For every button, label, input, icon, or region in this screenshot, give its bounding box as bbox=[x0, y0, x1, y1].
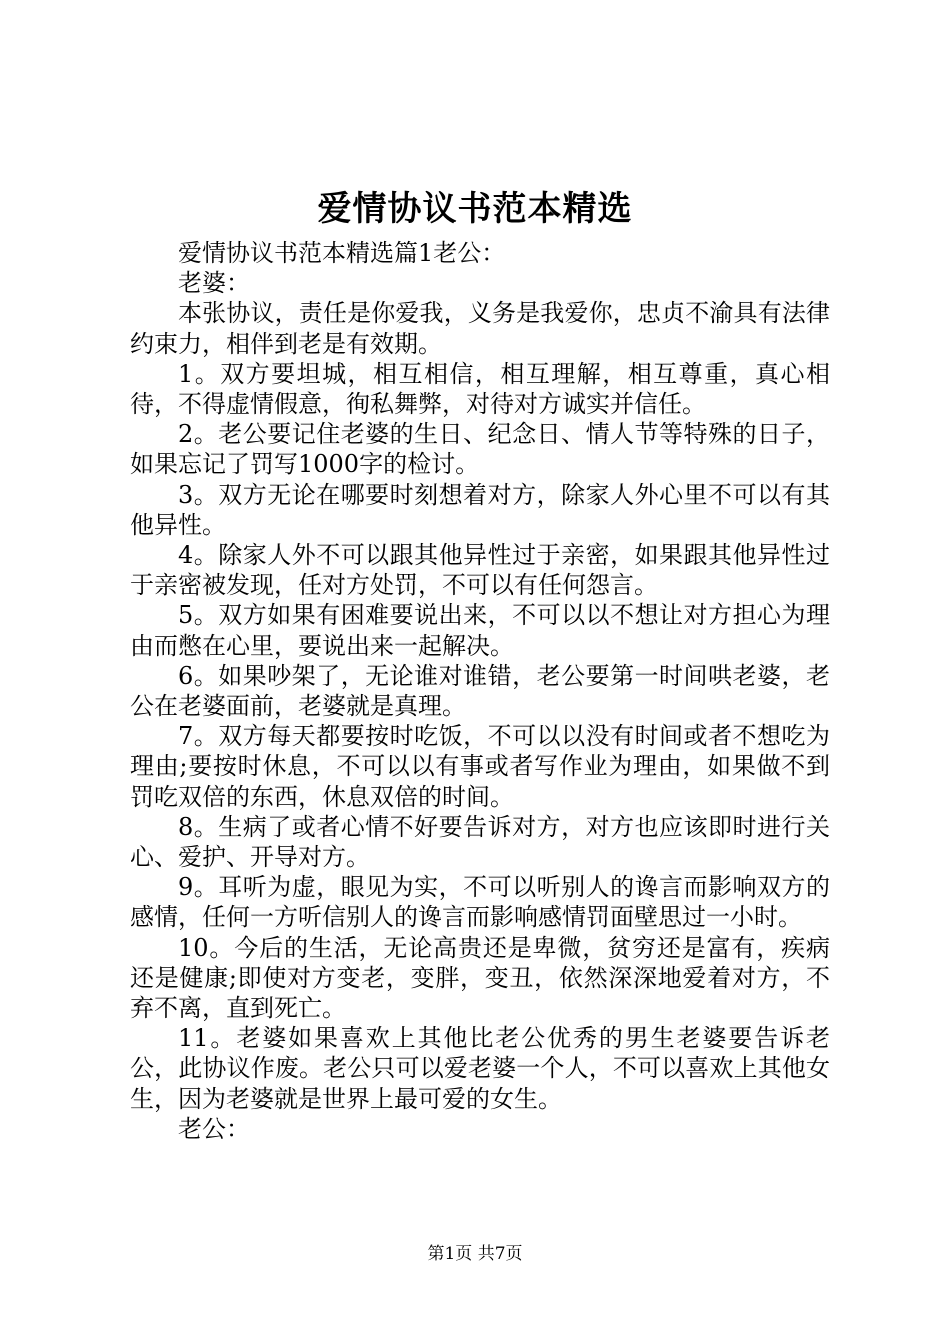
paragraph-clause-4: 4。除家人外不可以跟其他异性过于亲密，如果跟其他异性过于亲密被发现，任对方处罚，不可以有任何怨言。 bbox=[130, 541, 830, 600]
paragraph-clause-3: 3。双方无论在哪要时刻想着对方，除家人外心里不可以有其他异性。 bbox=[130, 480, 830, 539]
paragraph-clause-6: 6。如果吵架了，无论谁对谁错，老公要第一时间哄老婆，老公在老婆面前，老婆就是真理。 bbox=[130, 661, 830, 721]
paragraph-husband-label: 老公： bbox=[178, 1114, 250, 1143]
document-title: 爱情协议书范本精选 bbox=[317, 189, 633, 229]
paragraph-clause-11: 11。老婆如果喜欢上其他比老公优秀的男生老婆要告诉老公，此协议作废。老公只可以爱老婆一个人，不可以喜欢上其他女生，因为老婆就是世界上最可爱的女生。 bbox=[130, 1024, 830, 1113]
paragraph-clause-10: 10。今后的生活，无论高贵还是卑微，贫穷还是富有，疾病还是健康;即使对方变老，变胖，变丑，依然深深地爱着对方，不弃不离，直到死亡。 bbox=[130, 933, 830, 1023]
paragraph-clause-7: 7。双方每天都要按时吃饭，不可以以没有时间或者不想吃为理由;要按时休息，不可以以有事或者写作业为理由，如果做不到罚吃双倍的东西，休息双倍的时间。 bbox=[130, 722, 830, 811]
paragraph-wife-label: 老婆： bbox=[178, 269, 250, 298]
page-footer: 第1页 共7页 bbox=[427, 1244, 523, 1264]
paragraph-clause-2: 2。老公要记住老婆的生日、纪念日、情人节等特殊的日子，如果忘记了罚写1000字的检讨。 bbox=[130, 420, 830, 479]
paragraph-clause-5: 5。双方如果有困难要说出来，不可以以不想让对方担心为理由而憋在心里，要说出来一起解决。 bbox=[130, 601, 830, 660]
paragraph-clause-8: 8。生病了或者心情不好要告诉对方，对方也应该即时进行关心、爱护、开导对方。 bbox=[130, 812, 830, 872]
document-body bbox=[130, 238, 830, 1144]
paragraph-preamble: 本张协议，责任是你爱我，义务是我爱你，忠贞不渝具有法律约束力，相伴到老是有效期。 bbox=[130, 299, 830, 358]
paragraph-clause-1: 1。双方要坦城，相互相信，相互理解，相互尊重，真心相待，不得虚情假意，徇私舞弊，对待对方诚实并信任。 bbox=[130, 359, 830, 419]
paragraph-clause-9: 9。耳听为虚，眼见为实，不可以听别人的谗言而影响双方的感情，任何一方听信别人的谗言而影响感情罚面壁思过一小时。 bbox=[130, 873, 830, 932]
paragraph-intro: 爱情协议书范本精选篇1老公： bbox=[178, 239, 506, 267]
